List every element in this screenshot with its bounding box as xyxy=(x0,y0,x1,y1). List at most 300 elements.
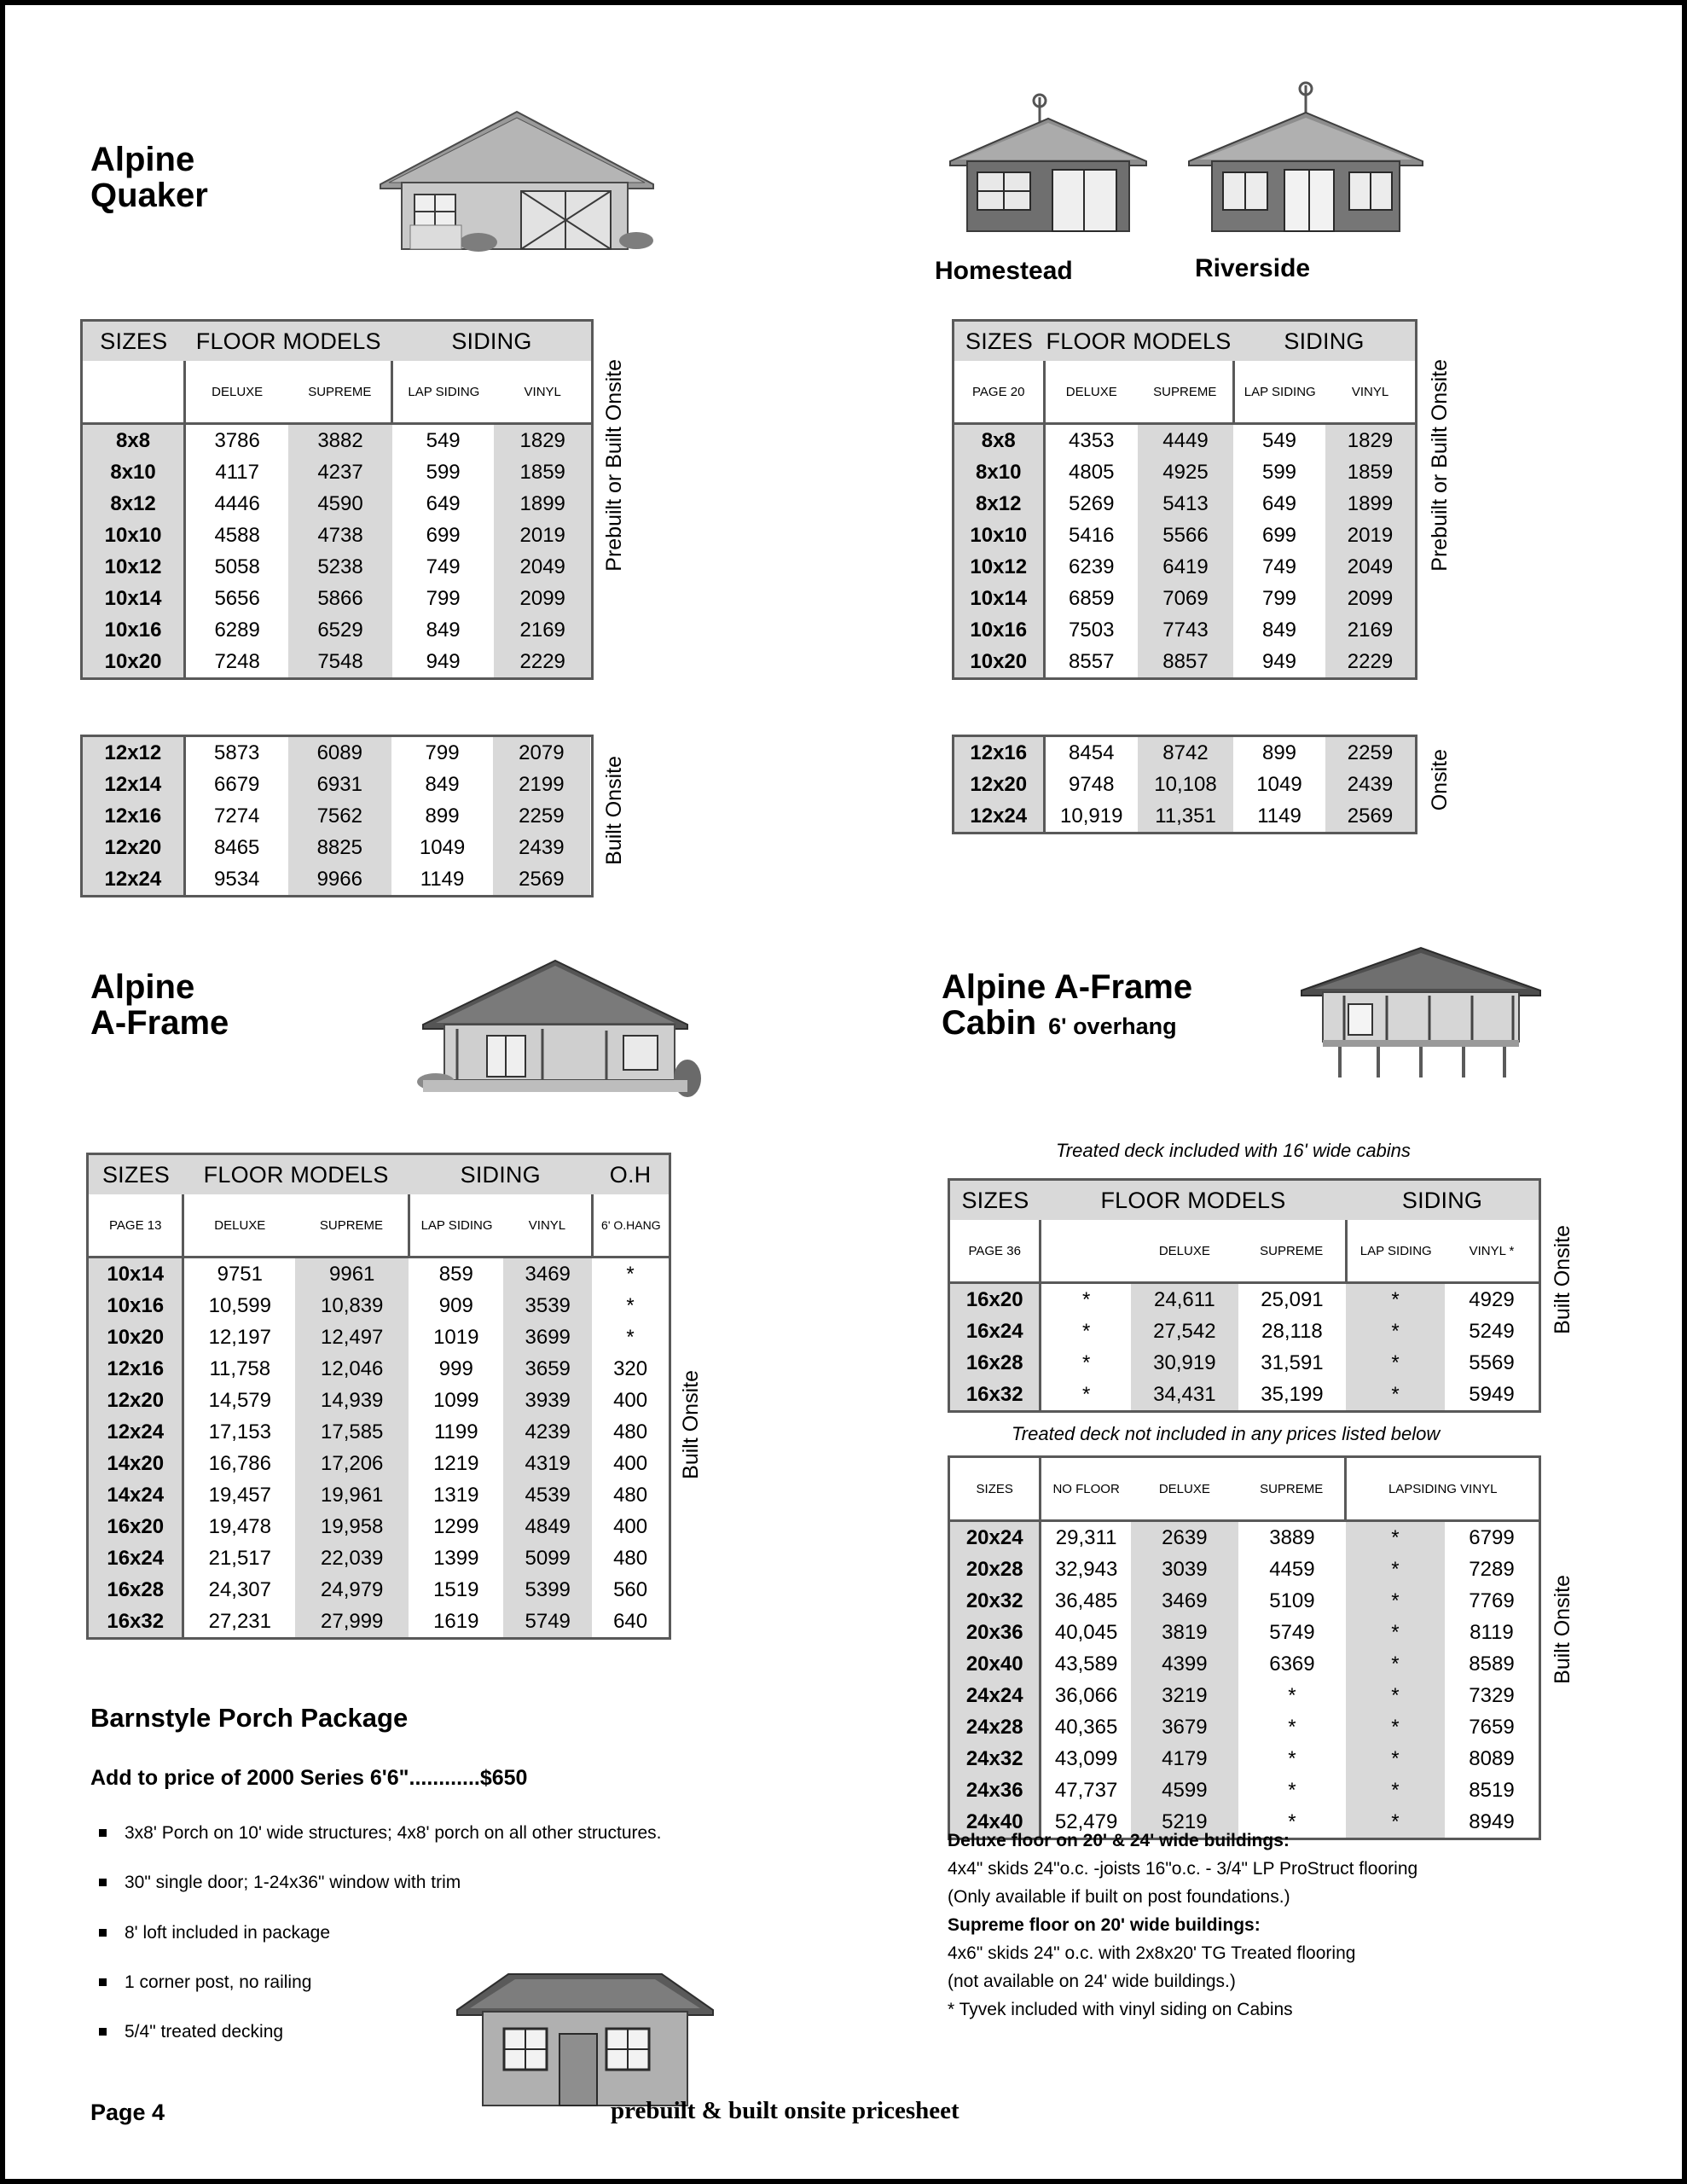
cell-vinyl: 3539 xyxy=(503,1290,592,1321)
table-row xyxy=(83,737,590,769)
cell-deluxe: 27,542 xyxy=(1131,1316,1238,1347)
cell-lap: 1049 xyxy=(1256,772,1302,796)
cell-size: 10x14 xyxy=(83,583,185,614)
cell-no-floor: 52,479 xyxy=(1054,1809,1118,1833)
cell-lap: 749 xyxy=(1261,555,1297,578)
cell-vinyl: 7329 xyxy=(1469,1683,1515,1707)
cabin-table-top xyxy=(948,1178,1541,1413)
cabin-title-line1: Alpine A-Frame xyxy=(942,968,1193,1006)
cell-deluxe: 7503 xyxy=(1069,618,1115,642)
cabin-notes xyxy=(948,1831,1545,2028)
table-row xyxy=(954,769,1415,800)
cell-deluxe: 3679 xyxy=(1131,1711,1238,1743)
cell-supreme: 17,206 xyxy=(295,1448,409,1479)
table-row xyxy=(89,1321,669,1353)
cell-supreme: 6089 xyxy=(288,737,391,769)
cell-deluxe: 4117 xyxy=(215,460,259,484)
cell-vinyl: 5569 xyxy=(1469,1350,1515,1374)
table-row xyxy=(83,863,590,895)
cell-deluxe: 24,307 xyxy=(208,1577,271,1601)
header-deluxe: DELUXE xyxy=(185,361,289,424)
cell-size: 20x24 xyxy=(950,1521,1041,1554)
table-row xyxy=(950,1283,1539,1316)
cell-deluxe: 9751 xyxy=(217,1262,263,1286)
cell-deluxe: 16,786 xyxy=(208,1451,271,1475)
header-supreme: SUPREME xyxy=(1238,1220,1346,1283)
cabin-note-line: Supreme floor on 20' wide buildings: xyxy=(948,1915,1261,1935)
header-supreme: SUPREME xyxy=(1138,361,1233,424)
cell-lap: 849 xyxy=(426,618,461,642)
barnstyle-shed-illustration xyxy=(449,1950,722,2112)
cell-vinyl: 1859 xyxy=(1325,456,1415,488)
cell-vinyl: 8949 xyxy=(1469,1809,1515,1833)
cell-lap: 1149 xyxy=(420,867,465,891)
cell-lap: 1049 xyxy=(419,835,466,859)
cell-vinyl: 4849 xyxy=(503,1511,592,1542)
cell-size: 10x14 xyxy=(89,1258,183,1291)
header-siding: SIDING xyxy=(409,1155,592,1194)
cabin-note-included: Treated deck included with 16' wide cabins xyxy=(1056,1140,1411,1161)
cell-lap: * xyxy=(1346,1554,1445,1585)
cell-size: 16x28 xyxy=(950,1347,1041,1379)
quaker-table-bottom xyxy=(80,735,594,897)
cell-size: 8x8 xyxy=(954,424,1044,457)
cell-size: 10x12 xyxy=(954,551,1044,583)
cell-size: 12x12 xyxy=(83,737,184,769)
header-blank xyxy=(1041,1220,1131,1283)
quaker-title xyxy=(90,142,208,213)
cell-no-floor: * xyxy=(1081,1287,1091,1311)
cell-no-floor: 36,066 xyxy=(1054,1683,1118,1707)
cell-vinyl: 5399 xyxy=(503,1574,592,1606)
quaker-side-label-bottom: Built Onsite xyxy=(602,756,626,865)
porch-bullet-item: 30" single door; 1-24x36" window with trim xyxy=(90,1871,687,1895)
cell-size: 8x12 xyxy=(83,488,185,520)
cell-no-floor: 36,485 xyxy=(1054,1589,1118,1612)
cell-size: 12x16 xyxy=(89,1353,183,1385)
cell-supreme: 7562 xyxy=(288,800,391,832)
cell-size: 10x20 xyxy=(83,646,185,677)
header-page-ref: PAGE 13 xyxy=(89,1194,183,1258)
cell-deluxe: 5269 xyxy=(1069,491,1115,515)
header-lap-siding: LAP SIDING xyxy=(1233,361,1325,424)
quaker-shed-illustration xyxy=(363,82,670,253)
cell-lap: * xyxy=(1346,1711,1445,1743)
cell-overhang: 480 xyxy=(613,1483,648,1507)
cell-supreme: 7548 xyxy=(288,646,392,677)
cell-supreme: 6931 xyxy=(288,769,391,800)
cabin-shed-illustration xyxy=(1293,931,1549,1084)
header-deluxe: DELUXE xyxy=(1044,361,1138,424)
header-floor-models: FLOOR MODELS xyxy=(185,322,392,361)
table-row xyxy=(83,646,591,677)
header-deluxe: DELUXE xyxy=(1131,1220,1238,1283)
cell-supreme: 24,979 xyxy=(295,1574,409,1606)
header-floor-models: FLOOR MODELS xyxy=(1041,1181,1346,1220)
cabin-note-line: 4x6" skids 24" o.c. with 2x8x20' TG Treated flooring xyxy=(948,1943,1356,1963)
table-header-main xyxy=(950,1181,1539,1220)
quaker-title-line1: Alpine xyxy=(90,141,195,178)
cell-lap: 699 xyxy=(426,523,461,547)
table-row xyxy=(954,456,1415,488)
cell-lap: 949 xyxy=(426,649,461,673)
header-sizes: SIZES xyxy=(89,1155,183,1194)
cell-size: 16x20 xyxy=(950,1283,1041,1316)
cell-supreme: 10,839 xyxy=(295,1290,409,1321)
table-row xyxy=(954,800,1415,832)
cell-vinyl: 4539 xyxy=(503,1479,592,1511)
cell-size: 12x20 xyxy=(83,832,184,863)
cell-deluxe: 30,919 xyxy=(1131,1347,1238,1379)
cell-lap: 799 xyxy=(425,741,460,764)
cell-size: 10x16 xyxy=(89,1290,183,1321)
riverside-label: Riverside xyxy=(1195,254,1311,282)
cell-lap: 949 xyxy=(1261,649,1297,673)
cell-deluxe: 3786 xyxy=(214,428,260,452)
header-siding: SIDING xyxy=(1233,322,1415,361)
cell-size: 10x10 xyxy=(83,520,185,551)
cell-deluxe: 11,758 xyxy=(209,1356,271,1380)
cell-lap: * xyxy=(1346,1347,1445,1379)
cell-size: 20x40 xyxy=(950,1648,1041,1680)
table-row xyxy=(83,800,590,832)
cell-vinyl: 7289 xyxy=(1469,1557,1515,1581)
header-siding: SIDING xyxy=(1346,1181,1539,1220)
cell-lap: 1099 xyxy=(433,1388,479,1412)
cell-size: 24x28 xyxy=(950,1711,1041,1743)
aframe-table xyxy=(86,1153,671,1640)
cell-size: 20x32 xyxy=(950,1585,1041,1617)
table-header-main xyxy=(89,1155,669,1194)
cell-deluxe: 5219 xyxy=(1131,1806,1238,1838)
cell-deluxe: 17,153 xyxy=(208,1420,271,1443)
table-row xyxy=(950,1316,1539,1347)
cell-vinyl: 1859 xyxy=(494,456,591,488)
cell-deluxe: 9748 xyxy=(1069,772,1115,796)
header-supreme: SUPREME xyxy=(288,361,392,424)
page-number: Page 4 xyxy=(90,2100,165,2125)
cell-no-floor: * xyxy=(1081,1319,1091,1343)
cell-deluxe: 14,579 xyxy=(208,1388,271,1412)
cell-lap: 899 xyxy=(425,804,460,828)
cell-overhang: * xyxy=(626,1293,635,1317)
cell-vinyl: 2229 xyxy=(1325,646,1415,677)
table-row xyxy=(83,520,591,551)
cell-deluxe: 3219 xyxy=(1131,1680,1238,1711)
cell-supreme: 5109 xyxy=(1269,1589,1315,1612)
cell-size: 10x10 xyxy=(954,520,1044,551)
table-row xyxy=(954,488,1415,520)
cell-supreme: 9961 xyxy=(295,1258,409,1291)
cell-size: 12x14 xyxy=(83,769,184,800)
cell-size: 24x24 xyxy=(950,1680,1041,1711)
cell-deluxe: 10,599 xyxy=(208,1293,271,1317)
table-row xyxy=(954,424,1415,457)
cell-no-floor: 29,311 xyxy=(1055,1525,1117,1549)
cabin-note-line: (Only available if built on post foundations.) xyxy=(948,1887,1290,1907)
cell-overhang: * xyxy=(626,1262,635,1286)
table-row xyxy=(89,1542,669,1574)
cell-deluxe: 4588 xyxy=(214,523,260,547)
cabin-note-line: Deluxe floor on 20' & 24' wide buildings: xyxy=(948,1831,1290,1850)
cell-size: 16x20 xyxy=(89,1511,183,1542)
cell-size: 12x20 xyxy=(89,1385,183,1416)
header-siding: SIDING xyxy=(392,322,591,361)
cell-deluxe: 27,231 xyxy=(208,1609,271,1633)
header-vinyl: VINYL xyxy=(503,1194,592,1258)
cell-vinyl: 5099 xyxy=(503,1542,592,1574)
table-row xyxy=(954,583,1415,614)
cell-deluxe: 8557 xyxy=(1069,649,1115,673)
cell-vinyl: 8119 xyxy=(1470,1620,1514,1644)
cell-supreme: * xyxy=(1288,1778,1296,1802)
cell-no-floor: * xyxy=(1081,1382,1091,1406)
cell-lap: * xyxy=(1346,1283,1445,1316)
cell-deluxe: 5873 xyxy=(214,741,260,764)
cell-size: 10x16 xyxy=(83,614,185,646)
table-header-sub xyxy=(950,1458,1539,1521)
cell-vinyl: 3469 xyxy=(503,1258,592,1291)
cell-deluxe: 19,457 xyxy=(208,1483,271,1507)
cell-deluxe: 2639 xyxy=(1131,1521,1238,1554)
table-row xyxy=(89,1448,669,1479)
cell-lap: * xyxy=(1346,1774,1445,1806)
cell-supreme: 14,939 xyxy=(295,1385,409,1416)
porch-bullet-item: 8' loft included in package xyxy=(90,1921,687,1945)
cell-no-floor: 40,365 xyxy=(1054,1715,1118,1739)
cell-lap: 1399 xyxy=(433,1546,479,1570)
header-deluxe: DELUXE xyxy=(1131,1458,1238,1521)
cell-deluxe: 4353 xyxy=(1069,428,1115,452)
table-header-sub xyxy=(83,361,591,424)
cell-supreme: 31,591 xyxy=(1261,1350,1324,1374)
table-row xyxy=(83,551,591,583)
cell-lap: 699 xyxy=(1261,523,1297,547)
cell-supreme: 4459 xyxy=(1269,1557,1315,1581)
cell-supreme: 6369 xyxy=(1269,1652,1315,1676)
cell-deluxe: 5656 xyxy=(214,586,260,610)
cell-lap: 599 xyxy=(1261,460,1297,484)
cell-lap: 1299 xyxy=(433,1514,479,1538)
header-floor-models: FLOOR MODELS xyxy=(1044,322,1233,361)
table-row xyxy=(89,1606,669,1637)
cell-deluxe: 12,197 xyxy=(208,1325,271,1349)
table-row xyxy=(89,1353,669,1385)
cabin-table-bottom xyxy=(948,1455,1541,1840)
cell-vinyl: 8089 xyxy=(1469,1746,1515,1770)
aframe-side-label: Built Onsite xyxy=(679,1370,703,1479)
cell-vinyl: 6799 xyxy=(1469,1525,1515,1549)
aframe-title xyxy=(90,969,229,1041)
cell-vinyl: 8519 xyxy=(1469,1778,1515,1802)
cell-deluxe: 3039 xyxy=(1131,1554,1238,1585)
cell-vinyl: 8589 xyxy=(1469,1652,1515,1676)
cell-lap: * xyxy=(1346,1806,1445,1838)
cell-supreme: 5749 xyxy=(1269,1620,1315,1644)
cell-supreme: 12,046 xyxy=(295,1353,409,1385)
cell-lap: 849 xyxy=(425,772,460,796)
cell-size: 14x20 xyxy=(89,1448,183,1479)
cabin-title-suffix: 6' overhang xyxy=(1048,1014,1177,1039)
cabin-title-line2: Cabin xyxy=(942,1004,1037,1042)
table-row xyxy=(83,614,591,646)
cell-vinyl: 2569 xyxy=(1325,800,1415,832)
cell-lap: 899 xyxy=(1261,741,1297,764)
cell-vinyl: 3699 xyxy=(503,1321,592,1353)
homestead-side-label-top: Prebuilt or Built Onsite xyxy=(1428,359,1452,572)
cell-lap: 1319 xyxy=(433,1483,479,1507)
porch-bullet-item: 3x8' Porch on 10' wide structures; 4x8' porch on all other structures. xyxy=(90,1821,687,1845)
table-row xyxy=(954,646,1415,677)
cell-lap: * xyxy=(1346,1648,1445,1680)
cell-vinyl: 2019 xyxy=(1325,520,1415,551)
cell-vinyl: 2169 xyxy=(494,614,591,646)
cabin-note-not-included: Treated deck not included in any prices listed below xyxy=(1012,1423,1441,1444)
cell-supreme: 11,351 xyxy=(1138,800,1233,832)
cell-vinyl: 3659 xyxy=(503,1353,592,1385)
cell-supreme: 27,999 xyxy=(295,1606,409,1637)
cell-lap: 599 xyxy=(426,460,461,484)
cell-vinyl: 1899 xyxy=(1325,488,1415,520)
cell-supreme: 25,091 xyxy=(1261,1287,1324,1311)
table-row xyxy=(83,832,590,863)
cell-supreme: * xyxy=(1288,1715,1296,1739)
cell-supreme: 3889 xyxy=(1269,1525,1315,1549)
cell-vinyl: 2049 xyxy=(1325,551,1415,583)
homestead-shed-illustration xyxy=(942,89,1155,242)
header-lap-siding: LAP SIDING xyxy=(409,1194,503,1258)
header-vinyl: VINYL xyxy=(1325,361,1415,424)
cell-vinyl: 4929 xyxy=(1469,1287,1515,1311)
cell-size: 24x32 xyxy=(950,1743,1041,1774)
header-floor-models: FLOOR MODELS xyxy=(183,1155,409,1194)
cell-size: 12x20 xyxy=(954,769,1044,800)
cell-size: 10x16 xyxy=(954,614,1044,646)
table-row xyxy=(950,1774,1539,1806)
quaker-title-line2: Quaker xyxy=(90,177,208,214)
cell-lap: 649 xyxy=(426,491,461,515)
cell-deluxe: 5416 xyxy=(1069,523,1115,547)
cell-vinyl: 2099 xyxy=(494,583,591,614)
cell-vinyl: 2439 xyxy=(493,832,589,863)
cell-deluxe: 6289 xyxy=(214,618,260,642)
cell-overhang: 400 xyxy=(613,1451,648,1475)
cell-lap: 1199 xyxy=(433,1420,478,1443)
cell-lap: 909 xyxy=(438,1293,473,1317)
cabin-note-line: (not available on 24' wide buildings.) xyxy=(948,1972,1236,1991)
cell-size: 16x32 xyxy=(89,1606,183,1637)
cell-size: 20x28 xyxy=(950,1554,1041,1585)
table-row xyxy=(954,551,1415,583)
cell-deluxe: 6679 xyxy=(214,772,260,796)
table-row xyxy=(83,488,591,520)
cell-deluxe: 7274 xyxy=(214,804,260,828)
cell-vinyl: 4319 xyxy=(503,1448,592,1479)
porch-bullet-item: 1 corner post, no railing xyxy=(90,1971,687,1995)
cell-lap: * xyxy=(1346,1680,1445,1711)
homestead-label: Homestead xyxy=(935,257,1073,285)
cell-supreme: 28,118 xyxy=(1261,1319,1323,1343)
table-row xyxy=(89,1290,669,1321)
cell-deluxe: 6859 xyxy=(1069,586,1115,610)
cell-lap: 1219 xyxy=(433,1451,479,1475)
cell-no-floor: 47,737 xyxy=(1054,1778,1118,1802)
cell-size: 10x20 xyxy=(954,646,1044,677)
cell-supreme: 5238 xyxy=(288,551,392,583)
table-row xyxy=(83,769,590,800)
cell-supreme: 4738 xyxy=(288,520,392,551)
cell-deluxe: 4599 xyxy=(1131,1774,1238,1806)
cell-size: 16x28 xyxy=(89,1574,183,1606)
cell-no-floor: 43,099 xyxy=(1054,1746,1118,1770)
cell-supreme: 4237 xyxy=(288,456,392,488)
cabin-title xyxy=(942,969,1192,1041)
header-page-ref: PAGE 20 xyxy=(954,361,1044,424)
header-page-ref: PAGE 36 xyxy=(950,1220,1041,1283)
header-sizes: SIZES xyxy=(83,322,185,361)
cell-supreme: 19,958 xyxy=(295,1511,409,1542)
cell-lap: * xyxy=(1346,1521,1445,1554)
cell-overhang: 560 xyxy=(613,1577,648,1601)
cell-vinyl: 2569 xyxy=(493,863,589,895)
cell-overhang: 400 xyxy=(613,1514,648,1538)
cell-supreme: 6529 xyxy=(288,614,392,646)
cell-lap: 749 xyxy=(426,555,461,578)
cell-overhang: 320 xyxy=(613,1356,648,1380)
table-row xyxy=(83,456,591,488)
cell-vinyl: 7769 xyxy=(1469,1589,1515,1612)
cell-supreme: 7069 xyxy=(1138,583,1233,614)
header-sizes: SIZES xyxy=(950,1181,1041,1220)
cell-supreme: 4925 xyxy=(1138,456,1233,488)
cell-deluxe: 8454 xyxy=(1069,741,1115,764)
cell-size: 8x8 xyxy=(83,424,185,457)
cell-supreme: 4590 xyxy=(288,488,392,520)
cell-vinyl: 2099 xyxy=(1325,583,1415,614)
porch-price-line: Add to price of 2000 Series 6'6"............$650 xyxy=(90,1766,528,1790)
cell-lap: 549 xyxy=(426,428,461,452)
page-footer: prebuilt & built onsite pricesheet xyxy=(611,2097,959,2124)
table-row xyxy=(950,1680,1539,1711)
header-sizes: SIZES xyxy=(950,1458,1041,1521)
cell-vinyl: 3939 xyxy=(503,1385,592,1416)
homestead-table-top xyxy=(952,319,1417,680)
header-vinyl: VINYL * xyxy=(1445,1220,1539,1283)
cell-overhang: 480 xyxy=(613,1420,648,1443)
aframe-title-line2: A-Frame xyxy=(90,1004,229,1042)
cell-supreme: * xyxy=(1288,1683,1296,1707)
table-row xyxy=(950,1347,1539,1379)
table-row xyxy=(83,583,591,614)
cell-supreme: 17,585 xyxy=(295,1416,409,1448)
cell-size: 16x24 xyxy=(950,1316,1041,1347)
cell-vinyl: 5749 xyxy=(503,1606,592,1637)
cell-deluxe: 10,919 xyxy=(1060,804,1123,828)
table-header-sub xyxy=(950,1220,1539,1283)
cell-size: 10x20 xyxy=(89,1321,183,1353)
cell-lap: 1519 xyxy=(433,1577,479,1601)
cell-supreme: 10,108 xyxy=(1138,769,1233,800)
aframe-shed-illustration xyxy=(406,935,713,1097)
cell-vinyl: 2049 xyxy=(494,551,591,583)
table-row xyxy=(950,1711,1539,1743)
cell-lap: 799 xyxy=(426,586,461,610)
cell-size: 12x16 xyxy=(83,800,184,832)
table-row xyxy=(950,1648,1539,1680)
header-lap-siding: LAP SIDING xyxy=(1346,1220,1445,1283)
header-lap-siding: LAP SIDING xyxy=(392,361,495,424)
cell-deluxe: 6239 xyxy=(1069,555,1115,578)
